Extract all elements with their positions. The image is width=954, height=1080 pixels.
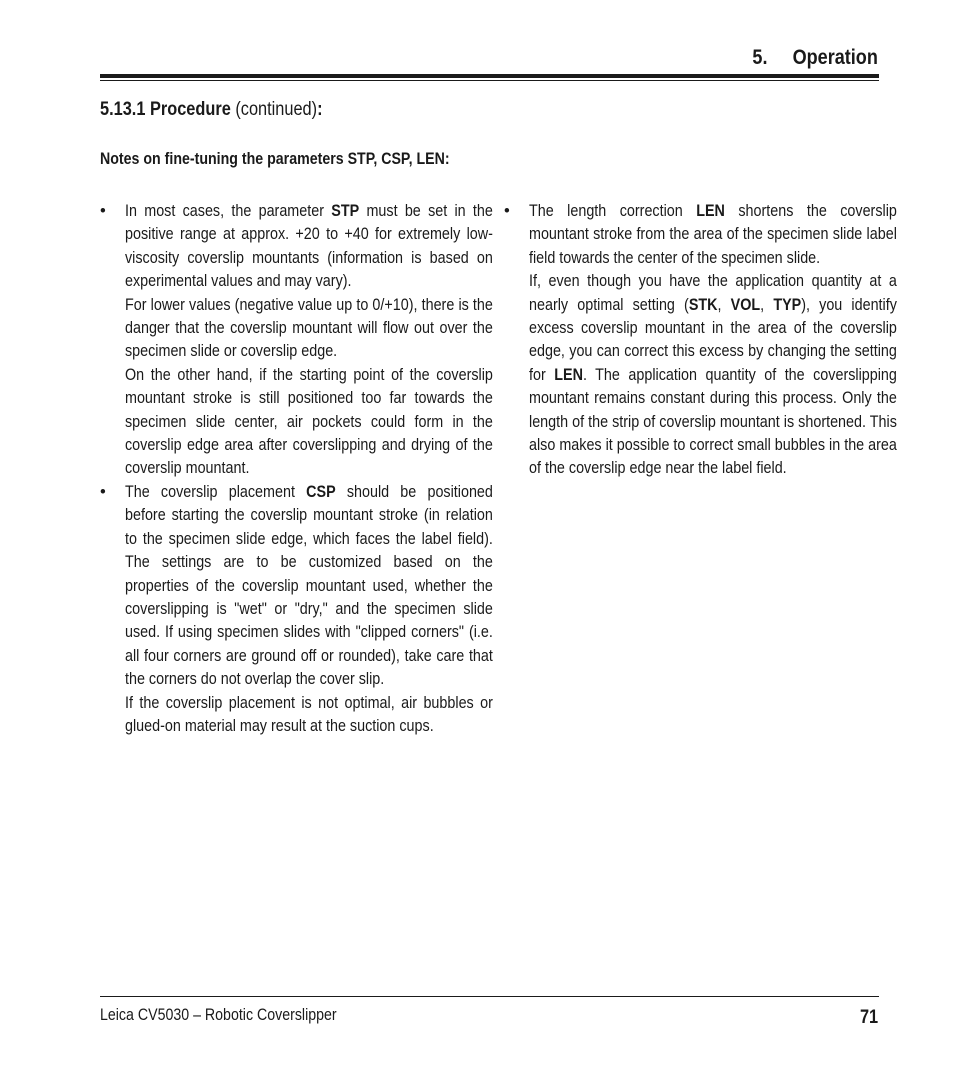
left-column [100, 200, 503, 738]
len-paragraph-1: The length correction LEN shortens the coverslip mountant stroke from the area of the specimen slide label field towards the center of the specimen slide. [529, 202, 897, 267]
header-rule-thick [100, 74, 879, 78]
len-paragraph-2: If, even though you have the application quantity at a nearly optimal setting (STK, VOL, TYP), you identify excess coverslip mountant in the area of the coverslip edge, you can correct this excess by changing the setting for LEN. The application quantity of the coverslipping mountant remains constant during this process. Only the length of the strip of coverslip mountant is shortened. This also makes it possible to correct small bubbles in the area of the coverslip edge near the label field. [529, 272, 897, 478]
typ-term: TYP [773, 295, 802, 314]
vol-term: VOL [730, 295, 761, 314]
bullet-dot: • [504, 202, 510, 220]
chapter-title: 5. Operation [752, 46, 878, 69]
csp-paragraph-1: The coverslip placement CSP should be positioned before starting the coverslip mountant stroke (in relation to the specimen slide edge, which faces the label field). The settings are to be customized based on the properties of the coverslip mountant used, whether the coverslipping is "wet" or "dry," and the specimen slide used. If using specimen slides with "clipped corners" (i.e. all four corners are ground off or rounded), take care that the corners do not overlap the cover slip. [125, 482, 493, 689]
section-number-title: 5.13.1 Procedure [100, 99, 231, 120]
footer-rule [100, 996, 879, 997]
stp-paragraph-1: In most cases, the parameter STP must be set in the positive range at approx. +20 to +40 for extremely low-viscosity coverslip mountants (information is based on experimental values and may vary). [125, 202, 493, 291]
stk-term: STK [688, 295, 718, 314]
right-column [504, 200, 907, 481]
bullet-dot: • [100, 482, 106, 501]
csp-term: CSP [306, 482, 336, 501]
section-colon: : [317, 99, 323, 120]
footer-product: Leica CV5030 – Robotic Coverslipper [100, 1006, 337, 1024]
len-term: LEN [696, 202, 725, 220]
stp-term: STP [331, 202, 360, 220]
stp-paragraph-3: On the other hand, if the starting point of the coverslip mountant stroke is still positioned too far towards the specimen slide center, air pockets could form in the coverslip edge area after coverslipping and drying of the coverslip mountant. [125, 365, 493, 478]
bullet-csp [100, 481, 503, 738]
section-heading [100, 99, 323, 121]
page-number: 71 [859, 1007, 878, 1028]
csp-paragraph-2: If the coverslip placement is not optimal, air bubbles or glued-on material may result at the suction cups. [125, 693, 493, 735]
notes-heading: Notes on fine-tuning the parameters STP, CSP, LEN: [100, 150, 450, 168]
stp-paragraph-2: For lower values (negative value up to 0/+10), there is the danger that the coverslip mountant will flow out over the specimen slide or coverslip edge. [125, 295, 493, 361]
len-term-2: LEN [554, 365, 583, 384]
section-suffix: (continued) [230, 99, 318, 120]
bullet-len [504, 200, 907, 481]
bullet-dot: • [100, 202, 106, 220]
header-rule-thin [100, 80, 879, 81]
bullet-stp [100, 200, 503, 481]
